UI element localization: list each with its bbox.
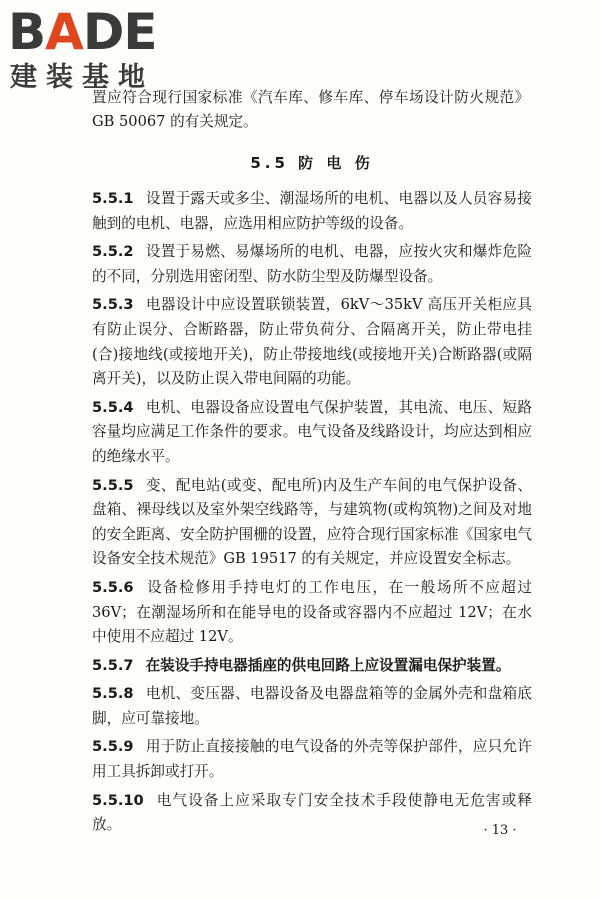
clause-text-mandatory: 在装设手持电器插座的供电回路上应设置漏电保护装置。: [145, 656, 511, 674]
clause-number: 5.5.10: [92, 791, 144, 809]
clause-text: 设置于易燃、易爆场所的电机、电器，应按火灾和爆炸危险的不同，分别选用密闭型、防水防尘型及防爆型设备。: [92, 243, 532, 285]
logo-wordmark: BADE: [8, 3, 157, 61]
logo-accent-letter: A: [45, 3, 83, 61]
clause-number: 5.5.3: [92, 296, 134, 314]
carryover-line-2: GB 50067 的有关规定。: [92, 113, 258, 130]
clause-number: 5.5.8: [92, 685, 134, 703]
clause-5-5-8: [92, 682, 532, 731]
clause-text: 变、配电站(或变、配电所)内及生产车间的电气保护设备、盘箱、裸母线以及室外架空线路等，与建筑物(或构筑物)之间及对地的安全距离、安全防护围栅的设置，应符合现行国家标准《国家电气设备安全技术规范》GB 19517 的有关规定，并应设置安全标志。: [92, 476, 532, 568]
clause-number: 5.5.2: [92, 243, 134, 261]
clause-5-5-1: [92, 187, 532, 236]
clause-5-5-4: [92, 396, 532, 470]
clause-number: 5.5.4: [92, 398, 134, 416]
clause-5-5-10: [92, 789, 532, 838]
clause-text: 电机、变压器、电器设备及电器盘箱等的金属外壳和盘箱底脚，应可靠接地。: [92, 685, 532, 727]
clause-5-5-5: [92, 474, 532, 572]
clause-text: 用于防止直接接触的电气设备的外壳等保护部件，应只允许用工具拆卸或打开。: [92, 738, 532, 781]
page-body: [92, 86, 532, 842]
logo-subtitle: 建装基地: [10, 62, 154, 93]
carryover-line-1: 置应符合现行国家标准《汽车库、修车库、停车场设计防火规范》: [92, 89, 530, 106]
clause-5-5-9: [92, 735, 532, 784]
carryover-paragraph: [92, 86, 532, 134]
clause-number: 5.5.6: [92, 578, 134, 596]
clause-number: 5.5.1: [92, 190, 134, 207]
clause-number: 5.5.9: [92, 738, 134, 756]
clause-5-5-2: [92, 240, 532, 289]
clause-5-5-3: [92, 293, 532, 391]
section-title: 5.5 防 电 伤: [250, 154, 374, 172]
clause-5-5-7: [92, 654, 532, 679]
page-number: · 13 ·: [483, 823, 517, 838]
brand-logo: [8, 4, 178, 96]
clause-number: 5.5.7: [92, 656, 134, 674]
clause-text: 电机、电器设备应设置电气保护装置，其电流、电压、短路容量均应满足工作条件的要求。电气设备及线路设计，均应达到相应的绝缘水平。: [92, 398, 532, 465]
clause-text: 电器设计中应设置联锁装置，6kV～35kV 高压开关柜应具有防止误分、合断路器，防止带负荷分、合隔离开关，防止带电挂(合)接地线(或接地开关)，防止带接地线(或接地开关)合断路器(或隔离开关)，以及防止误入带电间隔的功能。: [92, 296, 532, 388]
clause-text: 设备检修用手持电灯的工作电压，在一般场所不应超过 36V；在潮湿场所和在能导电的设备或容器内不应超过 12V；在水中使用不应超过 12V。: [92, 578, 532, 646]
clause-number: 5.5.5: [92, 476, 134, 494]
clause-5-5-6: [92, 576, 532, 650]
clause-text: 设置于露天或多尘、潮湿场所的电机、电器以及人员容易接触到的电机、电器，应选用相应防护等级的设备。: [92, 190, 532, 232]
clause-text: 电气设备上应采取专门安全技术手段使静电无危害或释放。: [92, 791, 532, 834]
